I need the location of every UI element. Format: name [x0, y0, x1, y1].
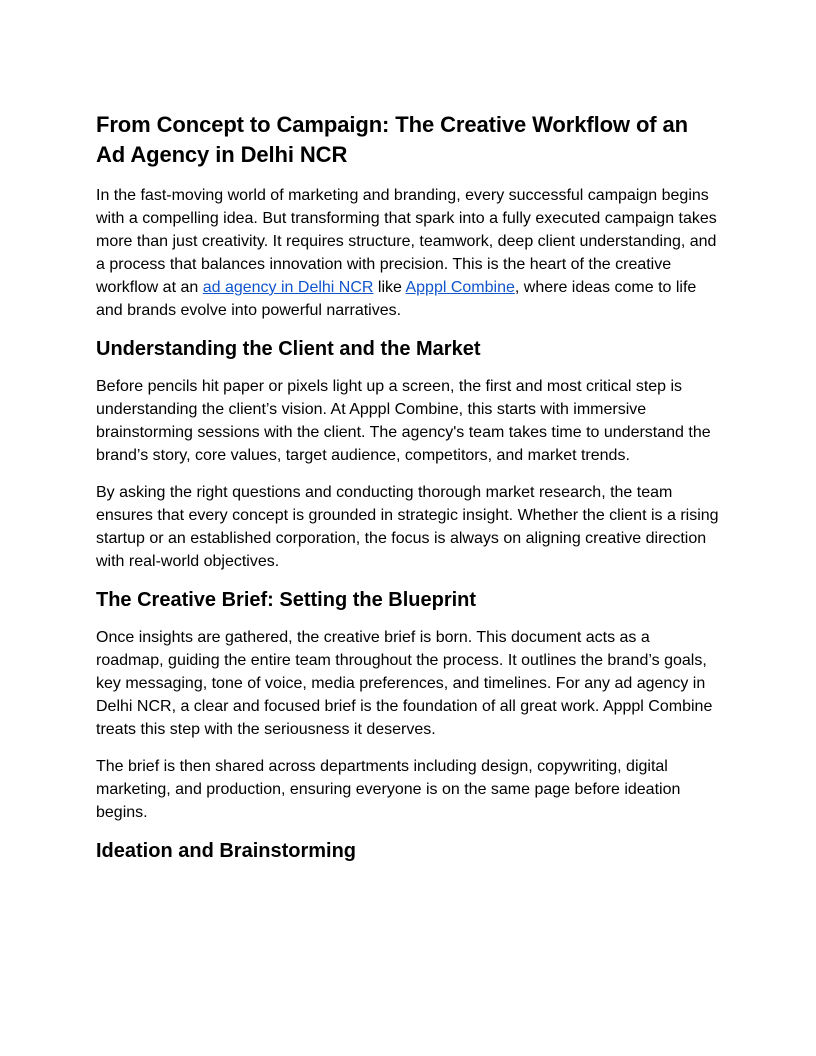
section-paragraph: Before pencils hit paper or pixels light up a screen, the first and most critical step is understanding the client’s vision. At Apppl Combine, this starts with immersive brainstorming sessions with the client. The agency's team takes time to understand the brand’s story, core values, target audience, competitors, and market trends. — [96, 378, 711, 464]
section-paragraph: The brief is then shared across departments including design, copywriting, digital marketing, and production, ensuring everyone is on the same page before ideation begins. — [96, 758, 681, 821]
document-title: From Concept to Campaign: The Creative Workflow of an Ad Agency in Delhi NCR — [96, 112, 689, 167]
section-heading-client-market: Understanding the Client and the Market — [96, 338, 481, 360]
intro-text-start: In the fast-moving world of marketing and branding, every successful campaign begins with a compelling idea. But transforming that spark into a fully executed campaign takes more than just creativity. It requires structure, teamwork, deep client understanding, and a process that balances innovation with precision. This is the heart of the creative workflow at an — [96, 187, 717, 296]
intro-paragraph — [96, 184, 720, 322]
intro-text-between: like — [373, 279, 406, 296]
section-paragraph: By asking the right questions and conducting thorough market research, the team ensures that every concept is grounded in strategic insight. Whether the client is a rising startup or an established corporation, the focus is always on aligning creative direction with real-world objectives. — [96, 484, 719, 570]
intro-text-end: , where ideas come to life and brands evolve into powerful narratives. — [96, 279, 697, 319]
document-page — [96, 110, 720, 877]
section-paragraph: Once insights are gathered, the creative brief is born. This document acts as a roadmap, guiding the entire team throughout the process. It outlines the brand’s goals, key messaging, tone of voice, media preferences, and timelines. For any ad agency in Delhi NCR, a clear and focused brief is the foundation of all great work. Apppl Combine treats this step with the seriousness it deserves. — [96, 629, 713, 738]
ad-agency-link[interactable]: ad agency in Delhi NCR — [202, 279, 374, 296]
section-heading-ideation: Ideation and Brainstorming — [96, 840, 357, 862]
section-heading-creative-brief: The Creative Brief: Setting the Blueprint — [96, 589, 477, 611]
apppl-combine-link[interactable]: Apppl Combine — [405, 279, 515, 296]
